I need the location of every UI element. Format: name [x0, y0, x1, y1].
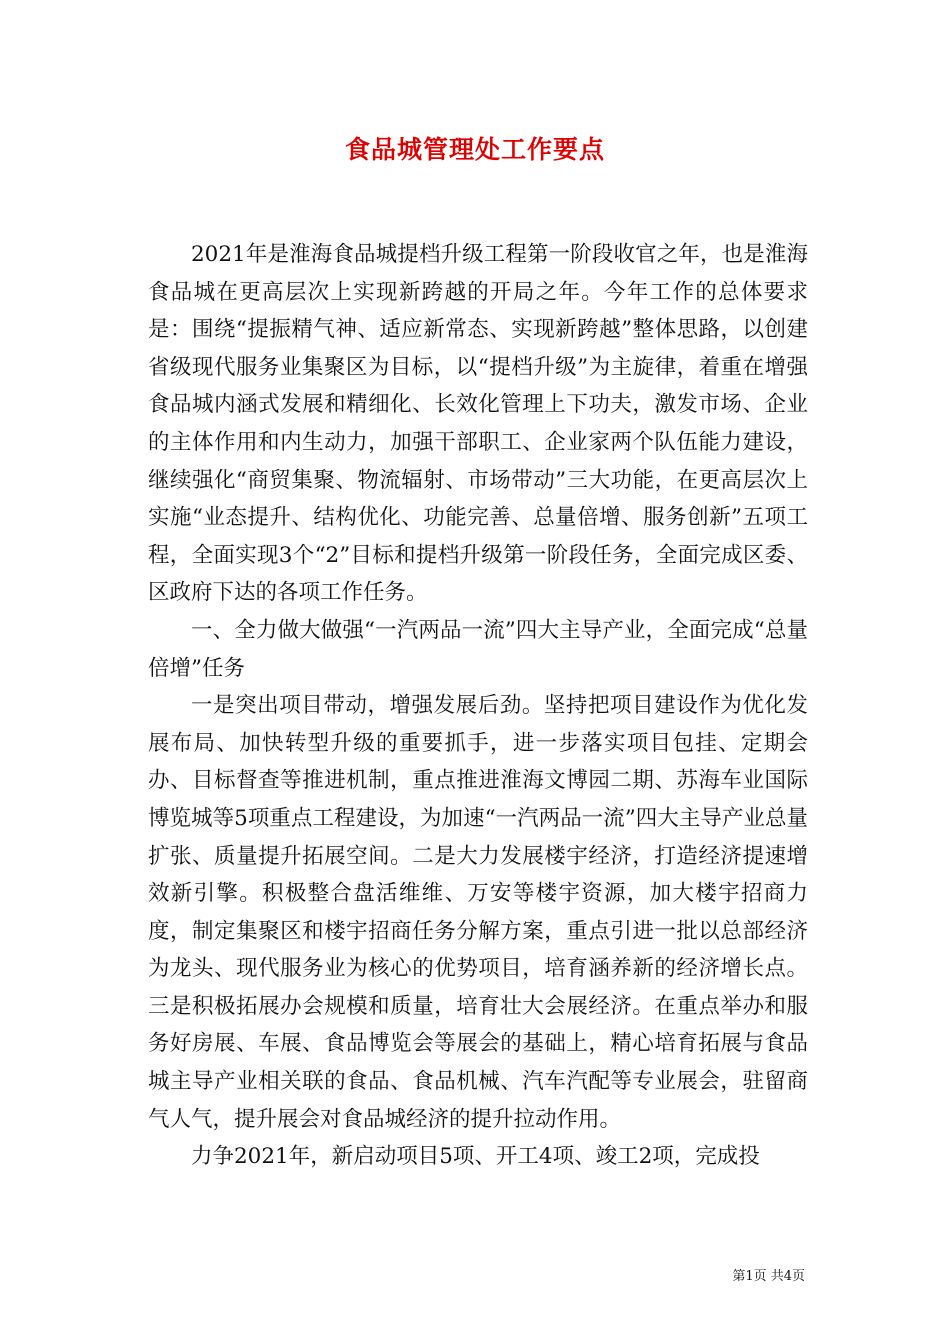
- section-paragraph: 一是突出项目带动，增强发展后劲。坚持把项目建设作为优化发展布局、加快转型升级的重要抓手，进一步落实项目包挂、定期会办、目标督查等推进机制，重点推进淮海文博园二期、苏海车业国际博览城等5项重点工程建设，为加速“一汽两品一流”四大主导产业总量扩张、质量提升拓展空间。二是大力发展楼宇经济，打造经济提速增效新引擎。积极整合盘活维维、万安等楼宇资源，加大楼宇招商力度，制定集聚区和楼宇招商任务分解方案，重点引进一批以总部经济为龙头、现代服务业为核心的优势项目，培育涵养新的经济增长点。三是积极拓展办会规模和质量，培育壮大会展经济。在重点举办和服务好房展、车展、食品博览会等展会的基础上，精心培育拓展与食品城主导产业相关联的食品、食品机械、汽车汽配等专业展会，驻留商气人气，提升展会对食品城经济的提升拉动作用。: [148, 693, 808, 1132]
- intro-paragraph: 2021年是淮海食品城提档升级工程第一阶段收官之年，也是淮海食品城在更高层次上实现新跨越的开局之年。今年工作的总体要求是：围绕“提振精气神、适应新常态、实现新跨越”整体思路，以创建省级现代服务业集聚区为目标，以“提档升级”为主旋律，着重在增强食品城内涵式发展和精细化、长效化管理上下功夫，激发市场、企业的主体作用和内生动力，加强干部职工、企业家两个队伍能力建设，继续强化“商贸集聚、物流辐射、市场带动”三大功能，在更高层次上实施“业态提升、结构优化、功能完善、总量倍增、服务创新”五项工程，全面实现3个“2”目标和提档升级第一阶段任务，全面完成区委、区政府下达的各项工作任务。: [148, 242, 808, 606]
- page-number: 第1页 共4页: [732, 1269, 805, 1284]
- document-title: 食品城管理处工作要点: [344, 135, 605, 164]
- section-heading: 一、全力做大做强“一汽两品一流”四大主导产业，全面完成“总量倍增”任务: [148, 617, 808, 681]
- target-paragraph: 力争2021年，新启动项目5项、开工4项、竣工2项，完成投: [191, 1144, 760, 1170]
- document-body: [148, 236, 808, 1176]
